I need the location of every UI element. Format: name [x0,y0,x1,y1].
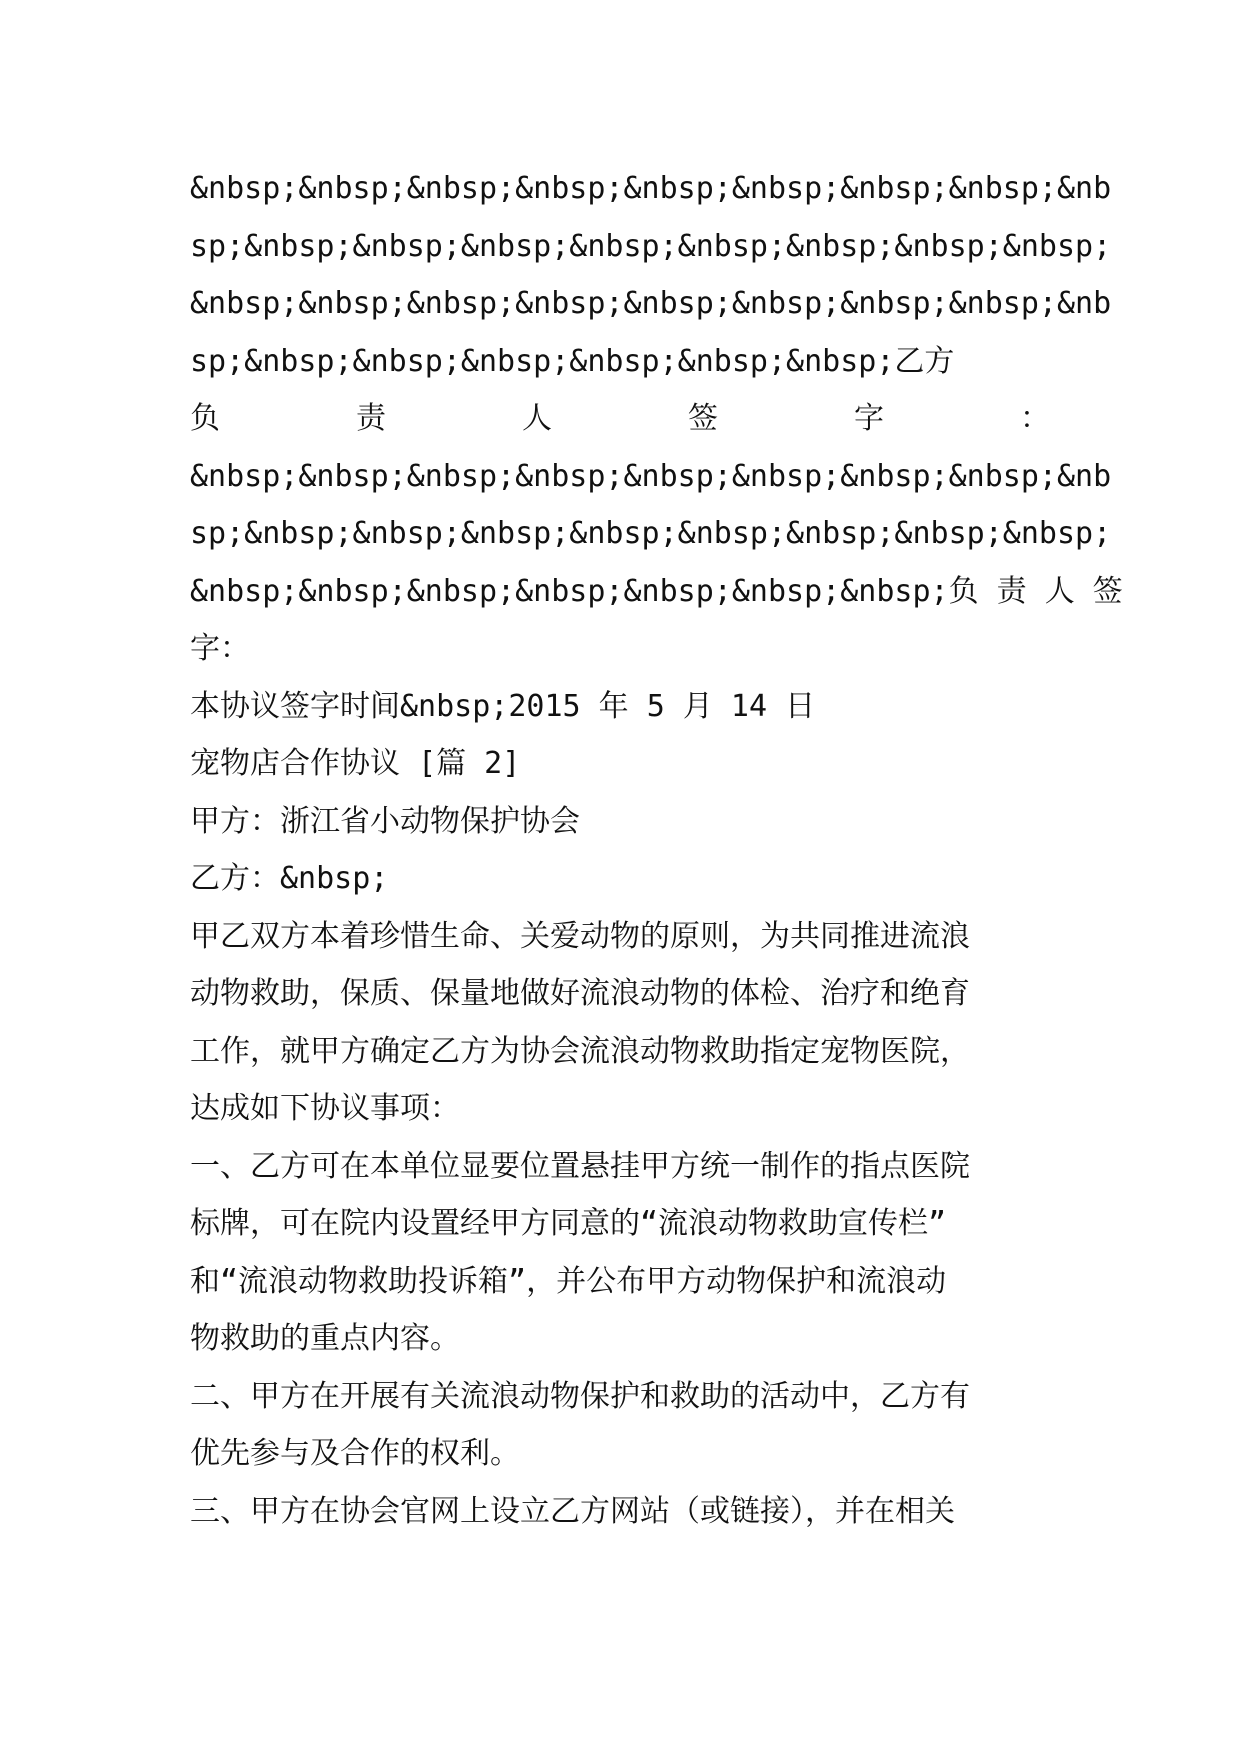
section-title: 宠物店合作协议 [篇 2] [190,746,521,781]
text-line: sp;&nbsp;&nbsp;&nbsp;&nbsp;&nbsp;&nbsp;&nbsp;&nbsp; [190,228,1112,264]
signature-char: 签 [688,401,718,436]
text-line: &nbsp;&nbsp;&nbsp;&nbsp;&nbsp;&nbsp;&nbsp;&nbsp;&nb [190,286,1112,321]
signature-char: ： [1020,401,1050,436]
document-body [190,160,1123,1540]
clause-line: 一、乙方可在本单位显要位置悬挂甲方统一制作的指点医院 [190,1148,970,1184]
signature-char: 人 [522,401,552,436]
clause-line: 优先参与及合作的权利。 [190,1436,520,1471]
clause-line: 物救助的重点内容。 [190,1321,460,1356]
signature-label-line [190,390,1050,448]
signature-char: 字 [854,401,884,436]
paragraph-line: 工作，就甲方确定乙方为协会流浪动物救助指定宠物医院， [190,1033,970,1069]
paragraph-line: 动物救助，保质、保量地做好流浪动物的体检、治疗和绝育 [190,976,970,1011]
text-line: sp;&nbsp;&nbsp;&nbsp;&nbsp;&nbsp;&nbsp;乙方 [190,343,955,379]
clause-line: 三、甲方在协会官网上设立乙方网站（或链接），并在相关 [190,1493,955,1529]
paragraph-line: 达成如下协议事项： [190,1091,460,1126]
party-b-line: 乙方：&nbsp; [190,861,389,896]
clause-line: 和“流浪动物救助投诉箱”，并公布甲方动物保护和流浪动 [190,1263,947,1299]
signing-date-line: 本协议签字时间&nbsp;2015 年 5 月 14 日 [190,688,816,724]
text-line: &nbsp;&nbsp;&nbsp;&nbsp;&nbsp;&nbsp;&nbsp;&nbsp;&nb [190,171,1112,206]
clause-line: 二、甲方在开展有关流浪动物保护和救助的活动中，乙方有 [190,1378,970,1414]
signature-char: 责 [356,401,386,436]
paragraph-line: 甲乙双方本着珍惜生命、关爱动物的原则，为共同推进流浪 [190,918,970,954]
party-a-line: 甲方：浙江省小动物保护协会 [190,803,580,839]
signature-char: 负 [190,401,220,436]
clause-line: 标牌，可在院内设置经甲方同意的“流浪动物救助宣传栏” [190,1206,947,1241]
text-line: &nbsp;&nbsp;&nbsp;&nbsp;&nbsp;&nbsp;&nbsp;&nbsp;&nb [190,458,1112,494]
text-line: &nbsp;&nbsp;&nbsp;&nbsp;&nbsp;&nbsp;&nbsp;负 责 人 签 [190,573,1123,609]
text-line: 字： [190,631,250,666]
text-line: sp;&nbsp;&nbsp;&nbsp;&nbsp;&nbsp;&nbsp;&nbsp;&nbsp; [190,516,1112,551]
